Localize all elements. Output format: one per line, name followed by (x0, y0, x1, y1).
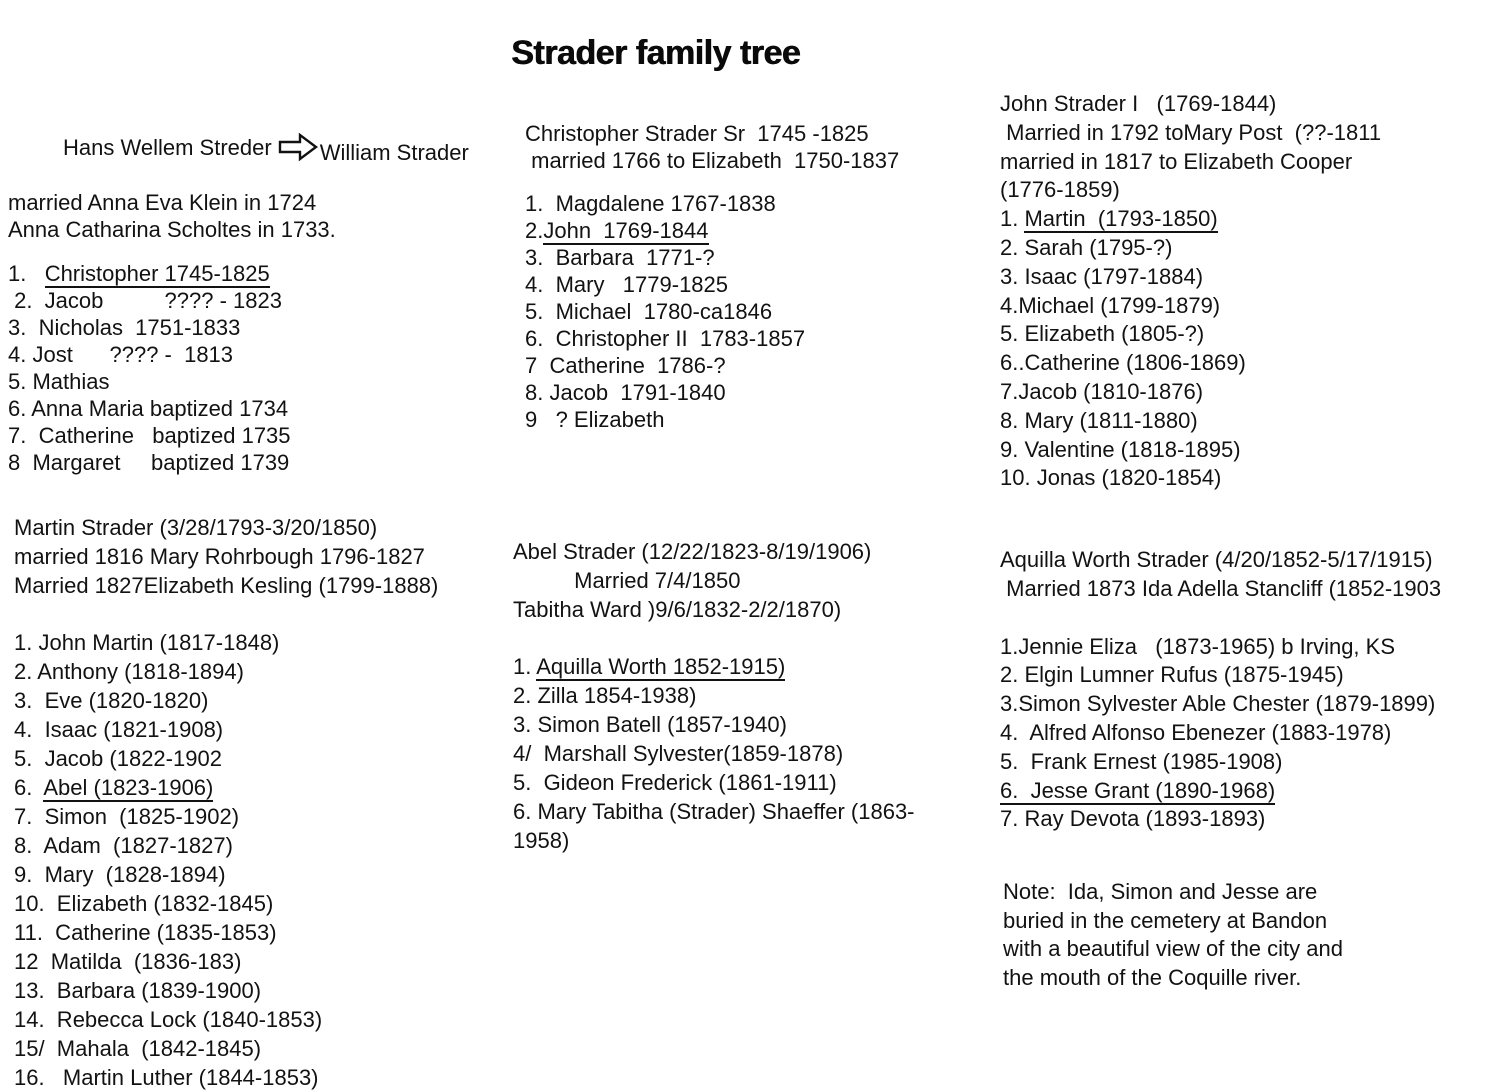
text-line: 9. Valentine (1818-1895) (1000, 436, 1241, 462)
parent-name-left: Hans Wellem Streder (56, 135, 272, 160)
text-line: with a beautiful view of the city and (1003, 936, 1343, 961)
text-line: 5. Gideon Frederick (1861-1911) (513, 770, 837, 795)
text-line: 8. Mary (1811-1880) (1000, 407, 1198, 433)
text-line: 3. Isaac (1797-1884) (1000, 263, 1204, 289)
text-line: Tabitha Ward )9/6/1832-2/2/1870) (513, 597, 842, 622)
family-block-abel (513, 537, 1005, 855)
text-line: 12 Matilda (1836-183) (14, 949, 242, 974)
text-line: 1. John Martin (1817-1848) (14, 630, 280, 655)
text-line: 5. Michael 1780-ca1846 (525, 299, 773, 324)
text-line: 5. Jacob (1822-1902 (14, 746, 222, 771)
cemetery-note (1003, 878, 1433, 992)
children-list (14, 628, 514, 1090)
text-line: married Anna Eva Klein in 1724 (8, 190, 317, 215)
text-line: 4. Isaac (1821-1908) (14, 717, 224, 742)
text-line: the mouth of the Coquille river. (1003, 964, 1302, 990)
family-block-john-i (1000, 90, 1500, 493)
text-line: 15/ Mahala (1842-1845) (14, 1036, 262, 1061)
text-line (1000, 777, 1500, 806)
block-header (14, 513, 514, 600)
text-line: 3. Simon Batell (1857-1940) (513, 712, 787, 737)
header-lines (8, 189, 508, 243)
text-line: 5. Mathias (8, 369, 110, 394)
block-header (1000, 546, 1500, 604)
block-header (525, 120, 1000, 174)
text-line: 2. Zilla 1854-1938) (513, 683, 697, 708)
text-line: married in 1817 to Elizabeth Cooper (1000, 148, 1353, 174)
text-line: Anna Catharina Scholtes in 1733. (8, 217, 336, 242)
text-line: 2. Sarah (1795-?) (1000, 234, 1173, 260)
text-line: 6. Christopher II 1783-1857 (525, 326, 806, 351)
text-line: 1. Christopher 1745-1825 (8, 261, 270, 286)
underlined-text: Martin (1793-1850) (1024, 206, 1218, 232)
underlined-text: Abel (1823-1906) (43, 775, 214, 800)
text-line: married 1816 Mary Rohrbough 1796-1827 (14, 544, 425, 569)
text-line: Aquilla Worth Strader (4/20/1852-5/17/1915) (1000, 547, 1433, 572)
block-header (1000, 90, 1500, 205)
text-line: 3. Barbara 1771-? (525, 245, 715, 270)
text-line: 7 Catherine 1786-? (525, 353, 726, 378)
text-line: 4. Alfred Alfonso Ebenezer (1883-1978) (1000, 719, 1392, 745)
text-line: 4/ Marshall Sylvester(1859-1878) (513, 741, 844, 766)
text-line: 1.Jennie Eliza (1873-1965) b Irving, KS (1000, 633, 1396, 659)
page-title: Strader family tree (511, 34, 801, 72)
children-list (1000, 633, 1500, 835)
text-line: 8. Jacob 1791-1840 (525, 380, 726, 405)
text-line: 9 ? Elizabeth (525, 407, 665, 432)
text-line: 6. Mary Tabitha (Strader) Shaeffer (1863- (513, 799, 915, 824)
text-line: 11. Catherine (1835-1853) (14, 920, 277, 945)
text-line: 1. Aquilla Worth 1852-1915) (513, 654, 786, 679)
text-line: 8. Adam (1827-1827) (14, 833, 233, 858)
text-line: 2. Elgin Lumner Rufus (1875-1945) (1000, 662, 1344, 688)
text-line: buried in the cemetery at Bandon (1003, 907, 1328, 933)
text-line: 3. Eve (1820-1820) (14, 688, 209, 713)
text-line: 4. Mary 1779-1825 (525, 272, 729, 297)
text-line: 14. Rebecca Lock (1840-1853) (14, 1007, 323, 1032)
text-line: 7. Simon (1825-1902) (14, 804, 240, 829)
text-line: Christopher Strader Sr 1745 -1825 (525, 121, 869, 146)
text-line: Married 1827Elizabeth Kesling (1799-1888) (14, 573, 439, 598)
parent-name-right: William Strader (319, 140, 469, 165)
family-block-martin (14, 513, 514, 1090)
text-line: 7. Ray Devota (1893-1893) (1000, 806, 1266, 832)
text-line: married 1766 to Elizabeth 1750-1837 (525, 148, 900, 173)
children-list (525, 190, 1000, 433)
block-header (8, 105, 508, 243)
text-line: 8 Margaret baptized 1739 (8, 450, 290, 475)
underlined-text: 6. Jesse Grant (1890-1968) (1000, 777, 1276, 803)
text-line: 4.Michael (1799-1879) (1000, 292, 1221, 318)
text-line: (1776-1859) (1000, 177, 1120, 203)
family-block-aquilla (1000, 546, 1500, 834)
text-line: 7. Catherine baptized 1735 (8, 423, 291, 448)
text-line: 6. Abel (1823-1906) (14, 775, 214, 800)
family-block-hans-wellem (8, 105, 508, 476)
children-list (513, 652, 1005, 855)
text-line: John Strader I (1769-1844) (1000, 91, 1277, 116)
text-line: 5. Frank Ernest (1985-1908) (1000, 748, 1283, 774)
text-line: 5. Elizabeth (1805-?) (1000, 321, 1205, 347)
text-line: 2. Anthony (1818-1894) (14, 659, 244, 684)
text-line: 3.Simon Sylvester Able Chester (1879-1899) (1000, 691, 1436, 717)
text-line: Married in 1792 toMary Post (??-1811 (1000, 119, 1382, 145)
children-list (8, 260, 508, 476)
text-line: Martin Strader (3/28/1793-3/20/1850) (14, 515, 378, 540)
underlined-text: John 1769-1844 (543, 218, 709, 243)
underlined-text: Aquilla Worth 1852-1915) (536, 654, 786, 679)
right-arrow-icon (278, 132, 318, 162)
text-line: Abel Strader (12/22/1823-8/19/1906) (513, 539, 872, 564)
text-line: 7.Jacob (1810-1876) (1000, 378, 1204, 404)
underlined-text: Christopher 1745-1825 (44, 261, 270, 286)
header-line-parents (8, 105, 508, 189)
text-line: 3. Nicholas 1751-1833 (8, 315, 241, 340)
text-line: Married 1873 Ida Adella Stancliff (1852-1903 (1000, 575, 1442, 601)
text-line: 10. Elizabeth (1832-1845) (14, 891, 274, 916)
text-line: 2. Jacob ???? - 1823 (8, 288, 282, 313)
text-line: 1958) (513, 828, 570, 853)
text-line: 6..Catherine (1806-1869) (1000, 350, 1246, 376)
children-list (1000, 205, 1500, 493)
text-line: 1. Martin (1793-1850) (1000, 206, 1218, 232)
family-block-christopher-sr (525, 120, 1000, 433)
text-line: 6. Anna Maria baptized 1734 (8, 396, 289, 421)
text-line: 16. Martin Luther (1844-1853) (14, 1065, 319, 1090)
block-header (513, 537, 1005, 624)
text-line: Married 7/4/1850 (513, 568, 741, 593)
text-line: 4. Jost ???? - 1813 (8, 342, 234, 367)
text-line: 1. Magdalene 1767-1838 (525, 191, 776, 216)
text-line: 10. Jonas (1820-1854) (1000, 465, 1222, 491)
text-line: Note: Ida, Simon and Jesse are (1003, 879, 1318, 904)
text-line: 9. Mary (1828-1894) (14, 862, 226, 887)
text-line: 2.John 1769-1844 (525, 218, 709, 243)
text-line: 13. Barbara (1839-1900) (14, 978, 262, 1003)
